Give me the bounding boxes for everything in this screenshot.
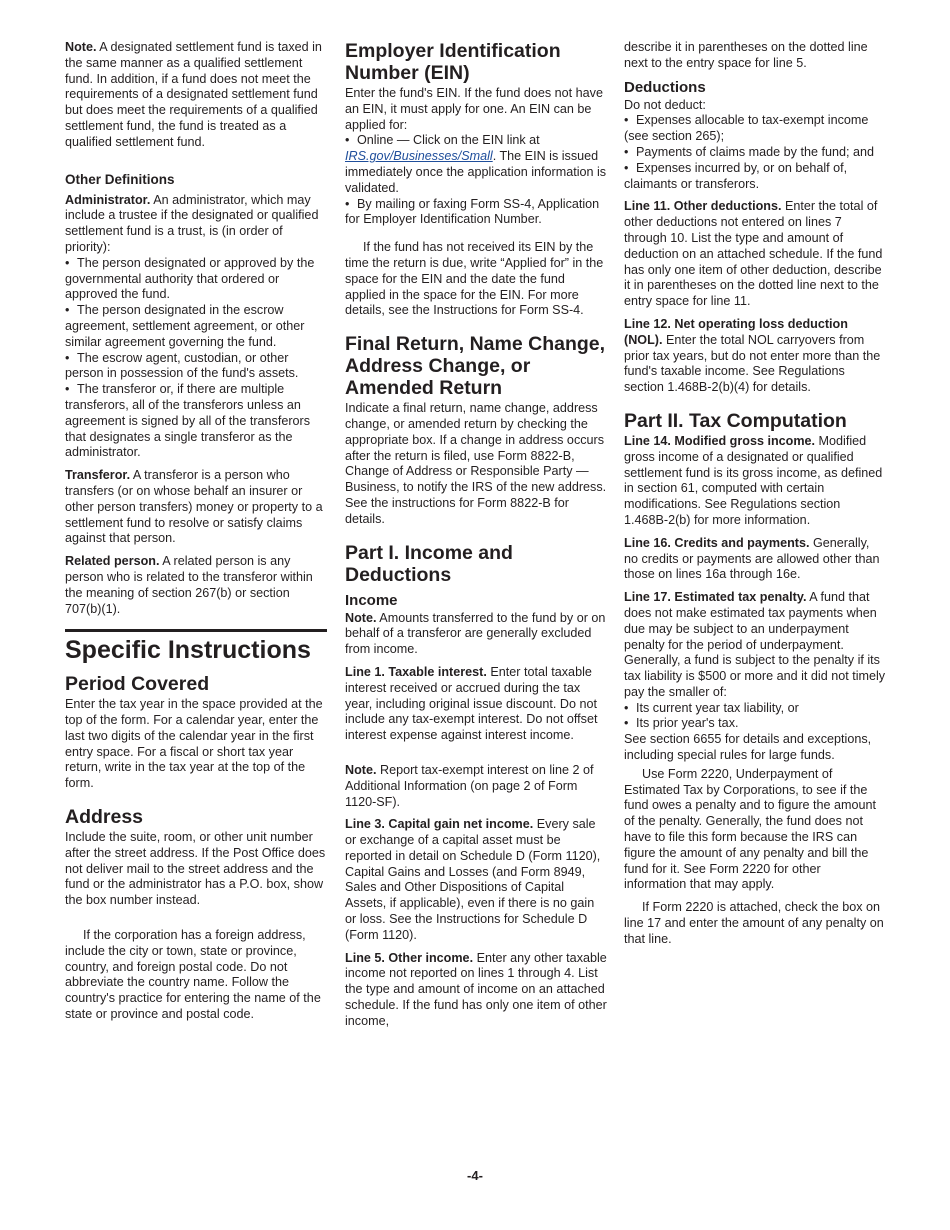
income-heading: Income	[345, 591, 398, 609]
deductions-heading: Deductions	[624, 78, 706, 96]
period-paragraph: Enter the tax year in the space provided at the top of the form. For a calendar year, enter the last two digits of the calendar year in the first entry space. For a fiscal or short tax year return, write in the tax year at the top of the form.	[65, 697, 323, 791]
irs-small-business-link[interactable]: IRS.gov/Businesses/Small	[345, 149, 493, 164]
line-17-paragraph: Line 17. Estimated tax penalty. A fund that does not make estimated tax payments when due may be subject to an underpayment penalty for the period of underpayment. Generally, a fund is subject to the penalty if its tax liability is $500 or more and it did not timely pay the smaller of:	[624, 590, 886, 699]
form-2220-paragraph: Use Form 2220, Underpayment of Estimated Tax by Corporations, to see if the fund owes a penalty and to figure the amount of the penalty. Generally, the fund does not have to file this form because the IRS can figure the amount of any penalty and bill the fund for it. See Form 2220 for other information that may apply.	[624, 766, 877, 892]
list-item: • Expenses incurred by, or on behalf of, claimants or transferors.	[624, 161, 886, 193]
line-5-paragraph: Line 5. Other income. Enter any other taxable income not reported on lines 1 through 4. List the type and amount of income on an attached schedule. If the fund has only one item of other income,	[345, 950, 607, 1028]
ein-paragraph: Enter the fund's EIN. If the fund does not have an EIN, it must apply for one. An EIN can be applied for:	[345, 86, 603, 132]
form-2220-attached-paragraph: If Form 2220 is attached, check the box on line 17 and enter the amount of any penalty on that line.	[624, 900, 884, 946]
part-2-heading: Part II. Tax Computation	[624, 409, 847, 432]
line-11-paragraph: Line 11. Other deductions. Enter the total of other deductions not entered on lines 7 through 10. List the type and amount of deduction on an attached schedule. If the fund has only one item of other deduction, describe it in parentheses on the dotted line next to the entry space for line 11.	[624, 199, 883, 309]
note-2-paragraph: Note. Report tax-exempt interest on line 2 of Additional Information (on page 2 of Form 1120-SF).	[345, 762, 594, 809]
column-3	[624, 40, 886, 955]
final-return-paragraph: Indicate a final return, name change, address change, or amended return by checking the appropriate box. If a change in address occurs after the return is filed, use Form 8822-B, Change of Address or Responsible Party — Business, to notify the IRS of the new address. See the instructions for Form 8822-B for details.	[345, 401, 607, 526]
list-item: • The person designated or approved by the governmental authority that ordered or approved the fund.	[65, 256, 327, 303]
see-6655-paragraph: See section 6655 for details and exceptions, including special rules for large funds.	[624, 732, 872, 763]
page-number: -4-	[467, 1168, 483, 1183]
ein-applied-paragraph: If the fund has not received its EIN by the time the return is due, write “Applied for” in the space for the EIN and the date the fund applied in the space for the EIN. For more details, see the Instructions for Form SS-4.	[345, 240, 604, 318]
column-1	[65, 40, 327, 1030]
list-item: • The escrow agent, custodian, or other person in possession of the fund's assets.	[65, 351, 327, 383]
line-16-paragraph: Line 16. Credits and payments. Generally, no credits or payments are allowed other than those on lines 16a through 16e.	[624, 535, 880, 582]
address-paragraph-2: If the corporation has a foreign address, include the city or town, state or province, country, and foreign postal code. Do not abbreviate the country name. Follow the country's practice for entering the name of the state or province and postal code.	[65, 928, 321, 1022]
list-item: • The person designated in the escrow agreement, settlement agreement, or other similar agreement governing the fund.	[65, 303, 327, 350]
address-paragraph-1: Include the suite, room, or other unit number after the street address. If the Post Office does not deliver mail to the street address and the fund or the administrator has a P.O. box, show the box number instead.	[65, 830, 326, 908]
line-12-paragraph: Line 12. Net operating loss deduction (NOL). Enter the total NOL carryovers from prior tax years, but do not enter more than the fund's taxable income. See Regulations section 1.468B-2(b)(4) for details.	[624, 316, 881, 395]
note-paragraph: Note. A designated settlement fund is taxed in the same manner as a qualified settlement fund. In addition, if a fund does not meet the requirements of a designated settlement fund but does meet the requirements of a qualified settlement fund, the fund is treated as a qualified settlement fund.	[65, 40, 322, 149]
administrator-paragraph: Administrator. An administrator, which may include a trustee if the designated or qualified settlement fund is a trust, is (in order of priority):	[65, 192, 319, 254]
transferor-paragraph: Transferor. A transferor is a person who transfers (or on whose behalf an insurer or other person transfers) money or property to a settlement fund to resolve or satisfy claims against that person.	[65, 468, 323, 546]
part-1-heading: Part I. Income and Deductions	[345, 541, 513, 586]
line-14-paragraph: Line 14. Modified gross income. Modified gross income of a designated or qualified settlement fund is its gross income, as defined in section 61, computed with certain modifications. See Regulations section 1.468B-2(b) for more information.	[624, 433, 883, 527]
list-item: • Online — Click on the EIN link at IRS.gov/Businesses/Small. The EIN is issued immediately once the application information is validated.	[345, 133, 607, 196]
line-1-paragraph: Line 1. Taxable interest. Enter total taxable interest received or accrued during the tax year, including original issue discount. Do not include any tax-exempt interest. Do not offset interest expense against interest income.	[345, 664, 598, 743]
column-2	[345, 40, 607, 1037]
do-not-deduct-paragraph: Do not deduct:	[624, 97, 706, 112]
continued-paragraph: describe it in parentheses on the dotted line next to the entry space for line 5.	[624, 40, 868, 70]
other-definitions-heading: Other Definitions	[65, 171, 175, 187]
list-item: • Its prior year's tax.	[624, 716, 886, 732]
specific-instructions-heading: Specific Instructions	[65, 629, 327, 665]
address-heading: Address	[65, 806, 144, 829]
list-item: • The transferor or, if there are multiple transferors, all of the transferors unless an agreement is signed by all of the transferors that designates a single transferor as the administrator.	[65, 382, 327, 461]
related-person-paragraph: Related person. A related person is any person who is related to the transferor within the meaning of section 267(b) or section 707(b)(1).	[65, 554, 313, 616]
list-item: • Expenses allocable to tax-exempt income (see section 265);	[624, 113, 886, 145]
list-item: • Its current year tax liability, or	[624, 701, 886, 717]
income-note-paragraph: Note. Amounts transferred to the fund by or on behalf of a transferor are generally excluded from income.	[345, 610, 606, 657]
line-3-paragraph: Line 3. Capital gain net income. Every sale or exchange of a capital asset must be reported in detail on Schedule D (Form 1120), Capital Gains and Losses (and Form 8949, Sales and Other Dispositions of Capital Assets, if applicable), even if there is no gain or loss. See the Instructions for Schedule D (Form 1120).	[345, 817, 601, 942]
final-return-heading: Final Return, Name Change, Address Change, or Amended Return	[345, 333, 606, 400]
list-item: • Payments of claims made by the fund; and	[624, 145, 886, 161]
list-item: • By mailing or faxing Form SS-4, Application for Employer Identification Number.	[345, 197, 607, 229]
ein-heading: Employer Identification Number (EIN)	[345, 40, 561, 84]
period-covered-heading: Period Covered	[65, 673, 210, 696]
